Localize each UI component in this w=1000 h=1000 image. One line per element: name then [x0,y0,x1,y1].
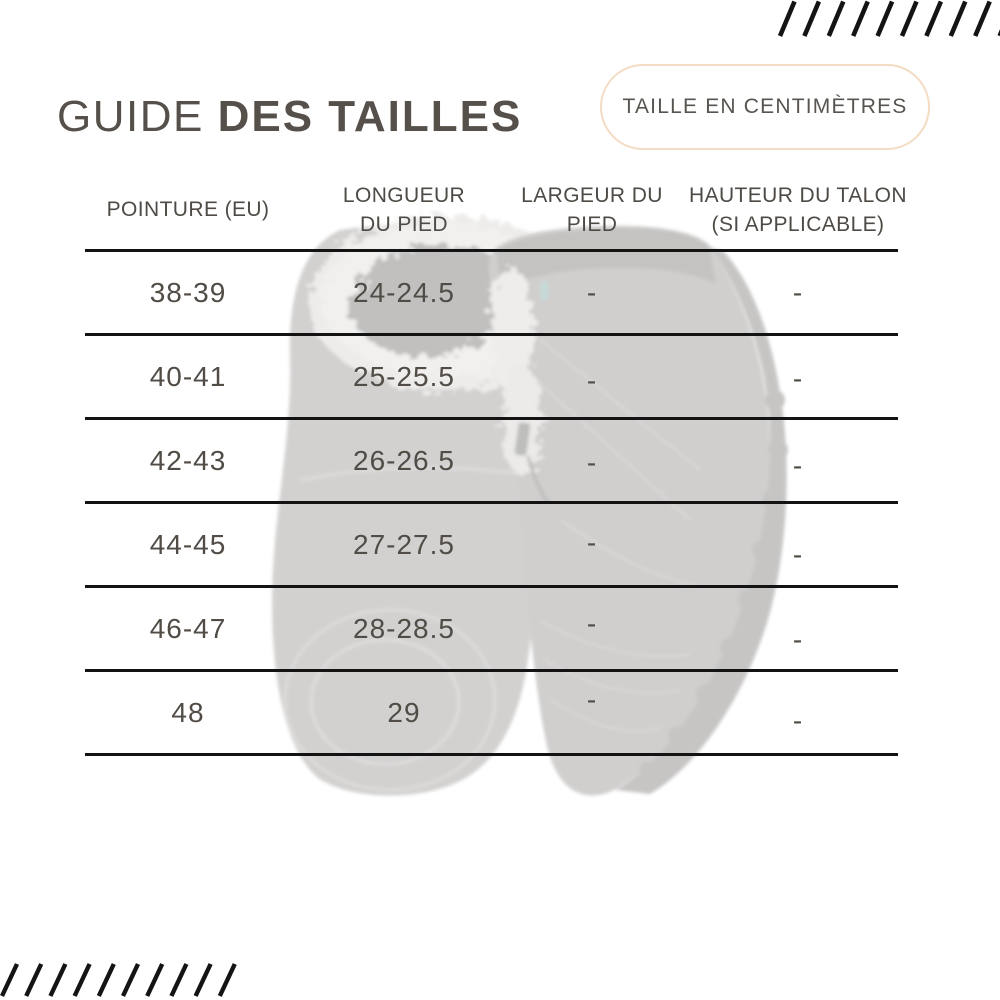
cell-hauteur: - [792,276,804,308]
cell-longueur: 26-26.5 [353,444,455,476]
table-row [85,672,898,756]
page-title-bold: DES TAILLES [217,92,523,141]
cell-largeur: - [586,607,598,639]
cell-hauteur: - [792,538,804,570]
header-hauteur [667,181,929,239]
header-longueur-line1: LONGUEUR [342,183,466,207]
unit-badge-label: TAILLE EN CENTIMÈTRES [622,95,908,118]
header-largeur-line1: LARGEUR DU [521,183,663,207]
cell-longueur: 27-27.5 [353,528,455,560]
header-longueur-line2: DU PIED [360,212,448,236]
table-row [85,588,898,672]
cell-hauteur: - [792,449,804,481]
header-hauteur-line2: (SI APPLICABLE) [711,212,885,236]
cell-longueur: 25-25.5 [353,360,455,392]
diagonal-stripes-bottom-left [0,962,240,998]
table-row [85,252,898,336]
cell-largeur: - [586,683,598,715]
cell-longueur: 24-24.5 [353,276,455,308]
cell-pointure: 38-39 [149,276,227,308]
cell-pointure: 48 [171,696,205,728]
table-row [85,336,898,420]
cell-longueur: 28-28.5 [353,612,455,644]
size-table [85,170,907,756]
page-title [57,92,522,142]
cell-hauteur: - [792,362,804,394]
header-hauteur-line1: HAUTEUR DU TALON [689,183,907,207]
cell-largeur: - [586,276,598,308]
header-largeur [517,181,667,239]
header-largeur-line2: PIED [566,212,618,236]
cell-hauteur: - [792,623,804,655]
header-longueur [291,181,517,239]
table-row [85,420,898,504]
page-title-regular: GUIDE [57,92,204,141]
header-pointure [85,195,291,224]
cell-largeur: - [586,526,598,558]
cell-pointure: 44-45 [149,528,227,560]
cell-largeur: - [586,446,598,478]
unit-badge [600,64,930,150]
header-pointure-line1: POINTURE (EU) [106,198,270,221]
table-row [85,504,898,588]
cell-pointure: 46-47 [149,612,227,644]
diagonal-stripes-top-right [778,0,1000,38]
cell-hauteur: - [792,704,804,736]
cell-pointure: 40-41 [149,360,227,392]
cell-pointure: 42-43 [149,444,227,476]
cell-largeur: - [586,364,598,396]
table-header-row [85,170,907,252]
cell-longueur: 29 [387,696,421,728]
